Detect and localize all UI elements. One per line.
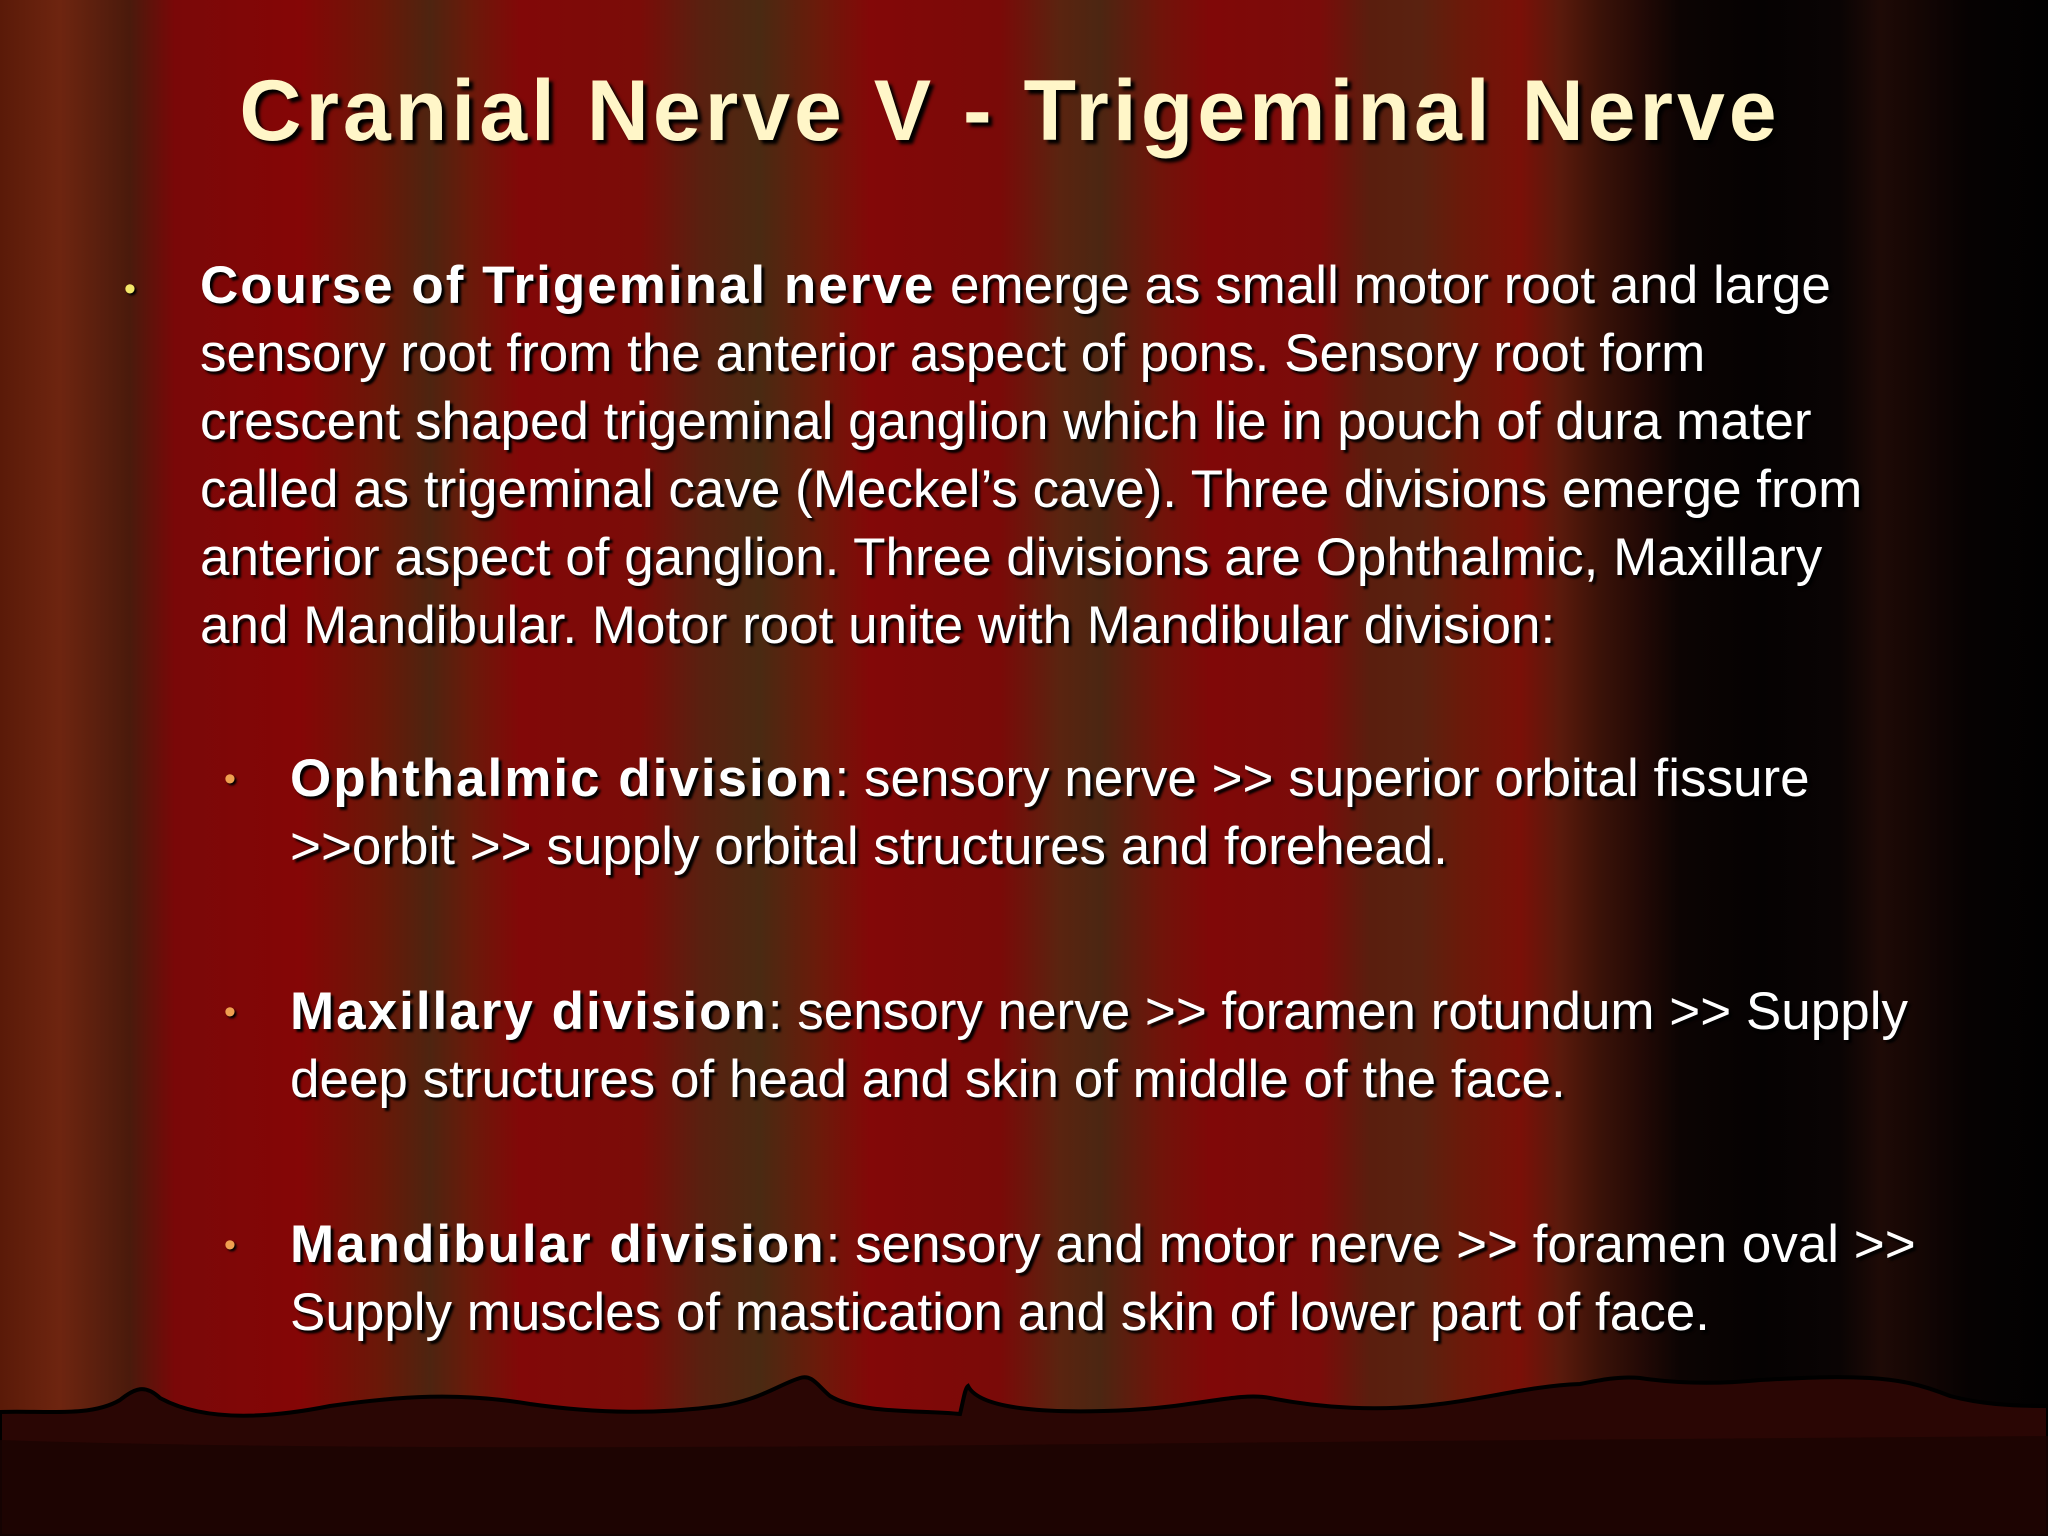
main-bullet-marker: • (124, 270, 136, 308)
sub-bullet-marker-3: • (224, 1226, 236, 1264)
sub-bullet-marker-1: • (224, 760, 236, 798)
sub-bullet-marker-2: • (224, 993, 236, 1031)
main-bullet-text (200, 252, 1920, 660)
slide-title: Cranial Nerve V - Trigeminal Nerve (239, 63, 1781, 159)
sub-bullet-body: : sensory and motor nerve >> foramen oval >> Supply muscles of mastication and skin of lower part of face. (290, 1215, 1916, 1342)
sub-bullet-body: : sensory nerve >> superior orbital fissure >>orbit >> supply orbital structures and forehead. (290, 749, 1810, 876)
sub-bullet-ophthalmic (290, 745, 1970, 881)
main-bullet-heading: Course of Trigeminal nerve (200, 256, 936, 315)
main-bullet-body: emerge as small motor root and large sensory root from the anterior aspect of pons. Sensory root form crescent shaped trigeminal ganglion which lie in pouch of dura mater called as trigeminal cave (Meckel’s cave). Three divisions emerge from anterior aspect of ganglion. Three divisions are Ophthalmic, Maxillary and Mandibular. Motor root unite with Mandibular division: (200, 256, 1863, 655)
sub-bullet-mandibular (290, 1211, 1970, 1347)
sub-bullet-heading: Mandibular division (290, 1215, 826, 1274)
sub-bullet-heading: Ophthalmic division (290, 749, 835, 808)
sub-bullet-body: : sensory nerve >> foramen rotundum >> Supply deep structures of head and skin of middle of the face. (290, 982, 1908, 1109)
sub-bullet-heading: Maxillary division (290, 982, 768, 1041)
sub-bullet-maxillary (290, 978, 1970, 1114)
